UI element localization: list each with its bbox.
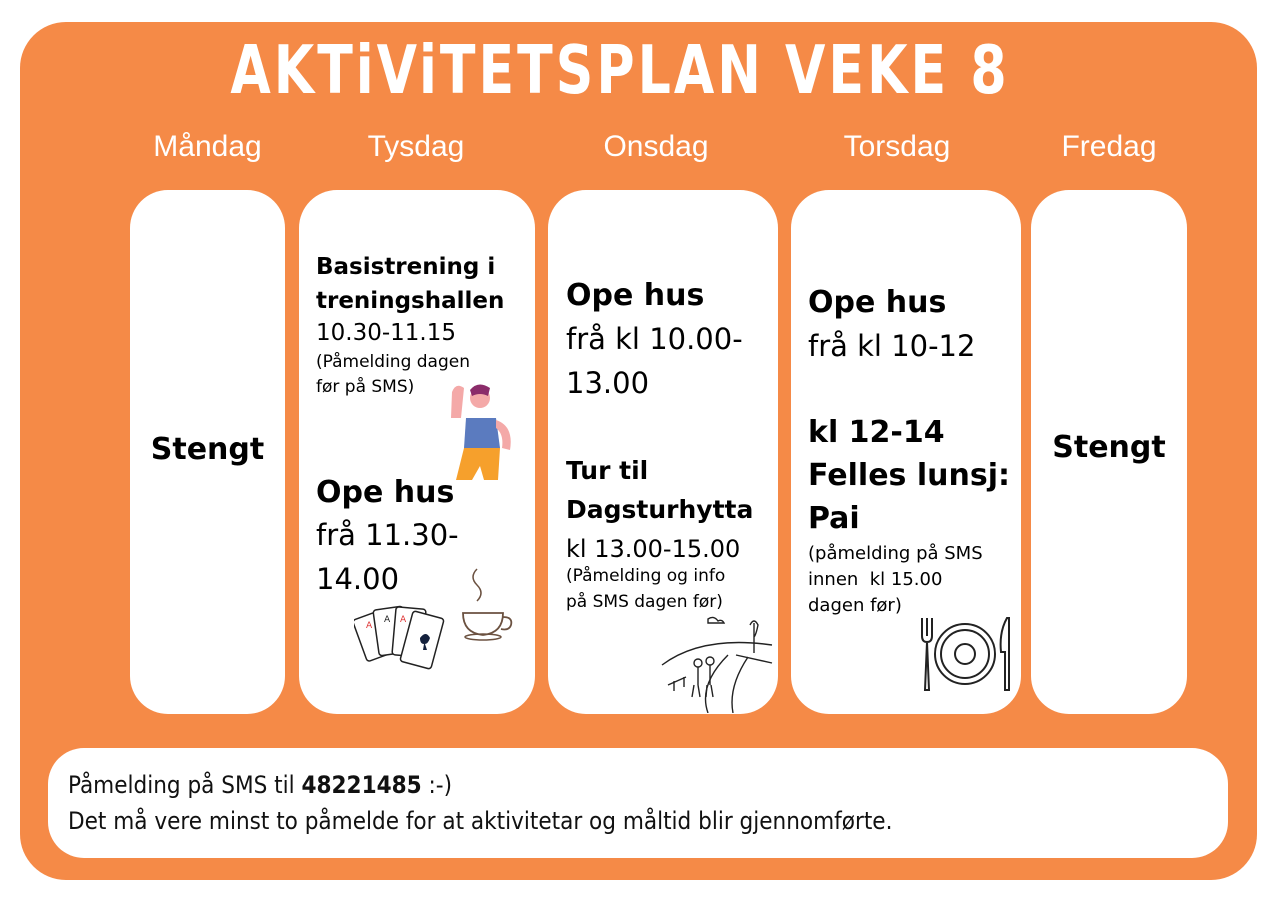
day-header-tuesday: Tysdag [367,130,465,163]
day-header-friday: Fredag [1061,130,1157,163]
day-header-monday: Måndag [153,130,262,163]
activity-time: kl 13.00-15.00 [566,535,741,563]
activity-title: Dagsturhytta [566,495,754,524]
day-card-tuesday [299,190,535,714]
day-header-thursday: Torsdag [843,130,951,163]
activity-title: Basistrening i treningshallen [316,254,505,314]
day-card-monday [130,190,285,714]
day-card-friday [1031,190,1187,714]
page-title: AKTiViTETSPLAN VEKE 8 [230,30,1010,110]
day-header-wednesday: Onsdag [603,130,709,163]
footer-note [48,748,1228,858]
activity-title: Felles lunsj: [808,458,1010,493]
day-card-wednesday [548,190,778,714]
svg-text:A: A [400,615,407,625]
activity-title: Ope hus [316,475,455,510]
signup-text: Påmelding på SMS til [68,771,302,799]
day-card-thursday [791,190,1021,714]
activity-note: (Påmelding dagen før på SMS) [316,352,470,397]
svg-text:A: A [366,621,373,631]
activity-time: frå 11.30- [316,518,459,552]
activity-note: på SMS dagen før) [566,592,723,612]
closed-label: Stengt [1052,430,1166,465]
signup-line [68,771,452,799]
svg-text:A: A [384,615,391,625]
activity-time: 10.30-11.15 [316,320,456,346]
activity-time: frå kl 10.00- [566,322,743,356]
activity-note: (Påmelding og info [566,566,726,586]
playing-cards-icon [354,600,449,680]
activity-note: innen kl 15.00 [808,569,943,590]
minimum-participants-note: Det må vere minst to påmelde for at aktivitetar og måltid blir gjennomførte. [68,807,893,835]
activity-time: 14.00 [316,562,400,596]
plate-cutlery-icon [919,614,1013,692]
activity-title: Ope hus [808,285,947,320]
strong-man-icon [434,380,524,480]
activity-title: Ope hus [566,278,705,313]
activity-time: kl 12-14 [808,415,945,450]
activity-note: (påmelding på SMS [808,543,983,564]
phone-number: 48221485 [301,771,422,799]
activity-time: frå kl 10-12 [808,329,976,363]
lunch-dish: Pai [808,501,860,536]
coffee-cup-icon [457,565,515,643]
activity-title: Tur til [566,456,649,485]
hiking-path-icon [658,615,776,713]
activity-time: 13.00 [566,366,650,400]
activity-note: dagen før) [808,595,902,616]
closed-label: Stengt [150,432,265,467]
smiley-text: :-) [421,771,453,799]
